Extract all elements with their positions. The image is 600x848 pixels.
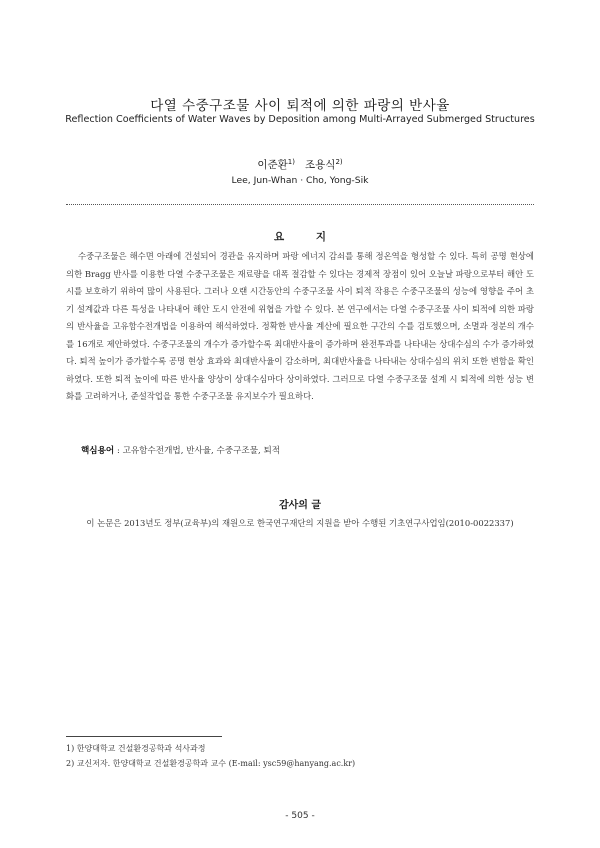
page-number: - 505 - — [285, 811, 315, 821]
keywords-label: 핵심용어 — [81, 446, 115, 456]
keywords — [81, 444, 531, 456]
paper-title-korean: 다열 수중구조물 사이 퇴적에 의한 파랑의 반사율 — [150, 98, 450, 114]
authors-english: Lee, Jun-Whan · Cho, Yong-Sik — [231, 175, 369, 186]
section-divider — [66, 204, 534, 205]
paper-title-english: Reflection Coefficients of Water Waves by Deposition among Multi-Arrayed Submerged Structures — [65, 114, 535, 125]
abstract-body: 수중구조물은 해수면 아래에 건설되어 경관을 유지하며 파랑 에너지 감쇠를 통해 정온역을 형성할 수 있다. 특히 공명 현상에 의한 Bragg 반사를 이용한 다열 수중구조물은 재료량을 대폭 절감할 수 있다는 경제적 장점이 있어 오늘날 파랑으로부터 해안 도시를 보호하기 위하여 많이 사용된다. 그러나 오랜 시간동안의 수중구조물 사이 퇴적 작용은 수중구조물의 성능에 영향을 주어 초기 설계값과 다른 특성을 나타내어 해안 도시 안전에 위협을 가할 수 있다. 본 연구에서는 다열 수중구조물 사이 퇴적에 의한 파랑의 반사율을 고유함수전개법을 이용하여 해석하였다. 정확한 반사율 계산에 필요한 구간의 수를 검토했으며, 소멸과 정분의 개수를 16개로 제안하였다. 수중구조물의 개수가 증가할수록 최대반사율이 증가하며 완전투과를 나타내는 상대수심의 수가 증가하였다. 퇴적 높이가 증가할수록 공명 현상 효과와 최대반사율이 감소하며, 최대반사율을 나타내는 상대수심의 위치 또한 변함을 확인하였다. 또한 퇴적 높이에 따른 반사율 양상이 상대수심마다 상이하였다. 그러므로 다열 수중구조물 설계 시 퇴적에 의한 성능 변화를 고려하거나, 준설작업을 통한 수중구조물 유지보수가 필요하다. — [66, 251, 534, 401]
footnotes — [66, 741, 536, 771]
acknowledgement-body: 이 논문은 2013년도 정부(교육부)의 재원으로 한국연구재단의 지원을 받아 수행된 기초연구사업임(2010-0022337) — [86, 518, 514, 528]
acknowledgement-heading: 감사의 글 — [278, 500, 322, 511]
footnote-divider — [66, 736, 222, 737]
author-1-name: 이준환 — [257, 159, 288, 171]
keywords-text: : 고유함수전개법, 반사율, 수중구조물, 퇴적 — [114, 446, 281, 456]
author-2-name: 조용식 — [305, 159, 336, 171]
author-1-footnote-mark: 1) — [287, 158, 295, 166]
footnote-2: 2) 교신저자. 한양대학교 건설환경공학과 교수 (E-mail: ysc59@hanyang.ac.kr) — [66, 759, 356, 768]
abstract-heading: 요 지 — [274, 231, 340, 243]
author-2-footnote-mark: 2) — [335, 158, 343, 166]
authors-korean — [0, 157, 600, 172]
footnote-1: 1) 한양대학교 건설환경공학과 석사과정 — [66, 744, 206, 753]
